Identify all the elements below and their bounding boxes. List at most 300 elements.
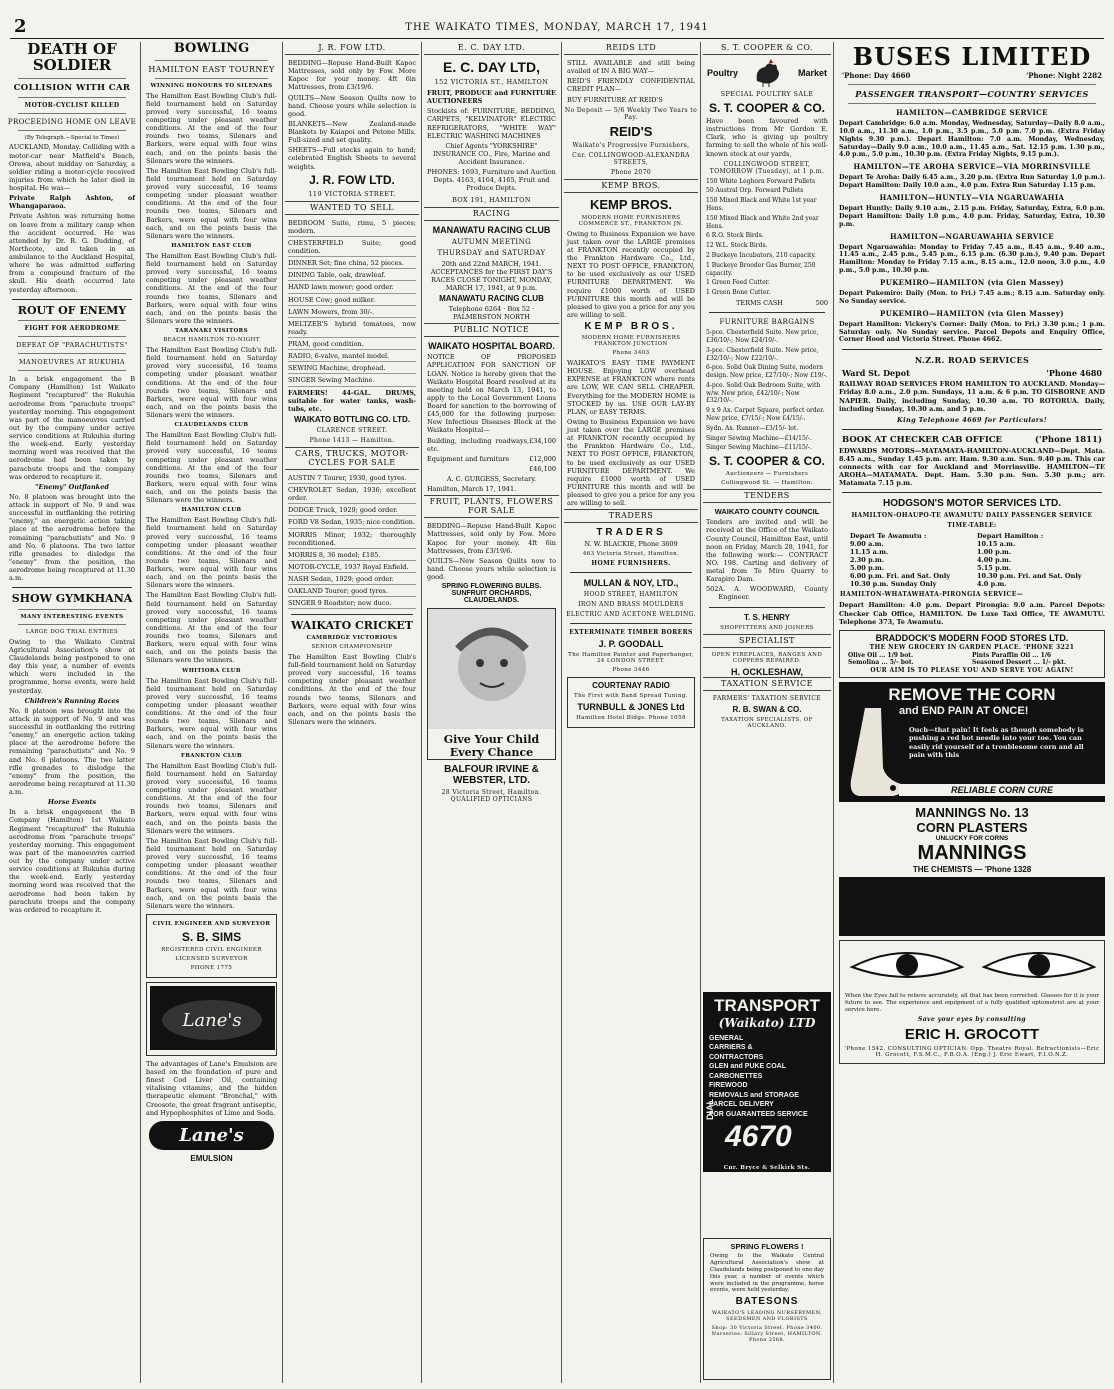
transport-service-item: CONTRACTORS <box>709 1053 764 1061</box>
checker-row <box>842 435 1102 445</box>
kemp-name: KEMP BROS. <box>589 196 673 212</box>
hospital-total: £46,100 <box>529 464 556 473</box>
ad-blankets: BLANKETS—New Zealand-made Blankets by Kaiapoi and Petone Mills. Full-sized and set quality. <box>288 119 416 145</box>
hospital-date: Hamilton, March 17, 1941. <box>427 485 517 494</box>
reids-sub: Waikato's Progressive Furnishers, <box>572 141 690 149</box>
column-rule <box>700 42 701 1383</box>
route-name: HAMILTON—NGARUAWAHIA SERVICE <box>889 231 1055 241</box>
car-listing: SINGER 9 Roadster; new duco. <box>288 599 416 609</box>
hospital-notice: NOTICE OF PROPOSED APPLICATION FOR SANCTION OF LOAN. Notice is hereby given that the Waikato Hospital Board resolved at its meeting held on March 13, 1941, to apply to the Local Government Loans Board for sanction to the borrowing of £45,000 for the following purpose: New Infectious Diseases Block at the Waikato Hospital— <box>427 353 556 435</box>
bargains-list <box>703 329 831 452</box>
home-furnishers: HOME FURNISHERS. <box>591 560 671 568</box>
cooper-sub-2: Auctioneers — Furnishers <box>725 471 809 478</box>
bargain-item: Sydn. Ax. Runner—£3/15/- lot. <box>706 424 799 432</box>
exterminate: EXTERMINATE TIMBER BORERS <box>569 629 693 637</box>
sunfruit-orchards: SUNFRUIT ORCHARDS, CLAUDELANDS. <box>451 590 532 605</box>
corn-text: Ouch—that pain! It feels as though somebody is pushing a red hot needle into your toe. You can easily rid yourself of a troublesome corn and all pain with this <box>909 725 1084 760</box>
byline: (By Telegraph.—Special to Times) <box>24 134 120 141</box>
classified-item: DINNER Set; fine china, 52 pieces. <box>288 259 416 269</box>
classified-item: CHESTERFIELD Suite; good condition. <box>288 239 416 257</box>
cooper-name-2: S. T. COOPER & CO. <box>708 454 825 469</box>
subhead: FIGHT FOR AERODROME <box>24 325 120 333</box>
braddock-sub: THE NEW GROCERY IN GARDEN PLACE. 'PHONE 3221 <box>869 643 1075 651</box>
terms-code: 500 <box>815 298 828 307</box>
section-header: RACING <box>424 207 559 221</box>
article-body: The Hamilton East Bowling Club's full-field tournament held on Saturday proved very successful, 16 teams competing under pleasant weather conditions. At the end of the four rounds two teams, Silenars and Barkers, were equal with four wins each, and on the points basis the Silenars were the winners. <box>146 346 277 420</box>
corn-reliable: RELIABLE CORN CURE <box>899 784 1105 796</box>
ward-row <box>842 368 1102 378</box>
transport-service-item: FIREWOOD <box>709 1082 748 1090</box>
ad-line: REGISTERED CIVIL ENGINEER <box>161 946 262 953</box>
timetable-time: 10.15 a.m. <box>977 540 1016 549</box>
fow-name: J. R. FOW LTD. <box>309 172 395 187</box>
stock-item: 2 Buckeye Incubators, 210 capacity. <box>706 252 816 259</box>
stock-item: 150 Mixed Black and White 1st year Hens. <box>706 197 817 213</box>
column-rule <box>561 42 562 1383</box>
batesons-name: BATESONS <box>735 1296 799 1308</box>
ad-courtenay <box>567 677 695 728</box>
hospital-items <box>424 437 559 463</box>
ad-line: LICENSED SURVEYOR <box>175 955 248 962</box>
eyes-illustration <box>842 943 1104 987</box>
classified-item: HOUSE Cow; good milker. <box>288 296 416 306</box>
article-body: The Hamilton East Bowling Club's full-field tournament held on Saturday proved very successful, 16 teams competing under pleasant weather conditions. At the end of the four rounds two teams, Silenars and Barkers, were equal with four wins each, and on the points basis the Silenars were the winners. <box>146 166 277 240</box>
checker-cab: BOOK AT CHECKER CAB OFFICE <box>842 434 1003 445</box>
section-header: J. R. FOW LTD. <box>285 42 419 55</box>
braddock-item: Pints Paraffin Oil ... 1/6 <box>972 651 1052 659</box>
car-listing: MORRIS 8, 36 model; £185. <box>288 551 416 561</box>
timetable-time: 2.30 p.m. <box>850 556 885 565</box>
subhead: TARANAKI VISITORS <box>174 328 249 335</box>
section-header: TRADERS <box>564 509 698 523</box>
subhead: HAMILTON CLUB <box>181 507 242 514</box>
ad-transport-waikato <box>703 992 831 1172</box>
route-name: HAMILTON—CAMBRIDGE SERVICE <box>896 108 1048 117</box>
reids-addr: Cnr. COLLINGWOOD-ALEXANDRA STREETS, <box>572 151 690 166</box>
bottling-phone: Phone 1413 — Hamilton. <box>309 436 395 444</box>
masthead-title: THE WAIKATO TIMES, MONDAY, MARCH 17, 1941 <box>405 22 709 33</box>
pirongia-heading: HAMILTON-WHATAWHATA-PIRONGIA SERVICE— <box>840 591 1024 599</box>
route-times: Depart Hamilton: Vickery's Corner: Daily (Mon. to Fri.) 3.30 p.m.; 1 p.m. Saturday only. No Sunday service. Parcel Depots and Enquiry Office, Corner Hood and Victoria Street. Phone 4662. <box>839 320 1105 344</box>
phone-day: 'Phone: Day 4660 <box>842 71 911 80</box>
column-bowling <box>143 42 280 1383</box>
subhead: HAMILTON EAST TOURNEY <box>148 64 275 74</box>
ecday-name: E. C. DAY LTD, <box>443 59 540 75</box>
poultry-header <box>707 59 827 87</box>
route-times: Depart Te Aroha: Daily 6.45 a.m., 3.20 p.m. (Extra Run Saturday 1.0 p.m.). Depart Hamilton: Daily 10.0 a.m., 4.0 p.m. Extra Run Saturday 1.15 p.m. <box>839 174 1105 190</box>
braddock-items <box>848 652 1096 666</box>
stock-item: 1 Buckeye Brooder Gas Burner, 250 capacity. <box>706 261 816 277</box>
column-cooper <box>703 42 831 989</box>
rooster-icon <box>751 59 785 87</box>
article-body: The Hamilton East Bowling Club's full-field tournament held on Saturday proved very successful, 16 teams competing under pleasant weather conditions. At the end of the four rounds two teams, Silenars and Barkers, were equal with four wins each, and on the points basis the Silenars were the winners. <box>146 251 277 325</box>
ecday-box: BOX 191, HAMILTON <box>452 195 531 204</box>
lanes-logo: Lane's <box>149 1121 274 1150</box>
cars-list <box>285 474 419 610</box>
kemp-body-2: WAIKATO'S EASY TIME PAYMENT HOUSE. Enjoying LOW overhead EXPENSE at FRANKTON where rents are LOW, WE CAN SELL CHEAPER. Everything for the MODERN HOME is STOCKED by us. USE OUR LAY-BY PLAN, or EASY TERMS. <box>567 359 695 416</box>
column-reids-kemp <box>564 42 698 1383</box>
give-child-heading: Give Your Child Every Chance <box>443 733 540 760</box>
bargain-item: 3-pce. Chesterfield Suite. New price, £32/10/-; Now £22/10/-. <box>706 346 819 362</box>
racing-dates: THURSDAY and SATURDAY <box>437 248 546 257</box>
edwards-text: EDWARDS MOTORS—MATAMATA-HAMILTON-AUCKLAND—Dept. Mata. 8.45 a.m., Sunday 1.45 p.m. arr. Ham. 9.30 a.m. Sun. 9.40 p.m. This car connects with car for Auckland and Morrinsville. HAMILTON—TE AROHA—MATAMATA. Dept. Ham. 5.30 p.m. Sun. 5.30 p.m.; arr. Matamata 7.15 p.m. <box>839 446 1105 488</box>
ecday-address: 152 VICTORIA ST., HAMILTON <box>434 78 549 86</box>
timetable <box>850 532 1094 588</box>
ecday-stockists: Stockists of: FURNITURE, BEDDING, CARPETS, "KELVINATOR" ELECTRIC REFRIGERATORS, "WHITE WAY" ELECTRIC WASHING MACHINES <box>427 107 556 140</box>
crosshead: Horse Events <box>47 798 97 807</box>
article-body: The Hamilton East Bowling Club's full-field tournament held on Saturday proved very successful, 16 teams competing under pleasant weather conditions. At the end of the four rounds two teams, Silenars and Barkers, were equal with four wins each, and on the points basis the Silenars were the winners. <box>146 836 277 910</box>
blackie <box>567 540 695 548</box>
masthead-rule <box>10 38 1104 39</box>
column-buses <box>836 42 1108 1383</box>
racing-club-2: MANAWATU RACING CLUB <box>439 294 544 303</box>
braddock-tagline: OUR AIM IS TO PLEASE YOU AND SERVE YOU AGAIN! <box>870 666 1074 674</box>
timetable-left-heading: Depart Te Awamutu : <box>850 532 927 541</box>
stock-item: 12 W.L. Stock Birds. <box>706 242 768 250</box>
mannings-panel <box>839 802 1105 877</box>
braddock-name: BRADDOCK'S MODERN FOOD STORES LTD. <box>875 632 1069 643</box>
kemp-phone: Phone 3403 <box>612 350 650 356</box>
headline-bowling: BOWLING <box>173 42 250 56</box>
racing-phone: Telephone 6264 · Box 52 · PALMERSTON NORTH <box>448 305 535 322</box>
phone-night: 'Phone: Night 2282 <box>1026 71 1102 80</box>
blackie-phone: Phone 3609 <box>638 540 678 549</box>
timetable-right <box>977 532 1094 588</box>
transport-services <box>709 1034 825 1119</box>
classified-item: BEDROOM Suite, rimu, 5 pieces; modern. <box>288 219 416 237</box>
foot-illustration <box>845 708 905 798</box>
henry-sub: SHOPFITTERS AND JOINERS <box>720 624 814 631</box>
county-code: 502 <box>706 585 719 594</box>
classified-item: SEWING Machine, drophead. <box>288 364 416 374</box>
subhead: MOTOR-CYCLIST KILLED <box>24 101 120 109</box>
article-body: The Hamilton East Bowling Club's full-field tournament held on Saturday proved very successful, 16 teams competing under pleasant weather conditions. At the end of the four rounds two teams, Silenars and Barkers, were equal with four wins each, and on the points basis the Silenars were the winners. <box>146 516 277 590</box>
column-ec-day <box>424 42 559 1383</box>
article-body: Private Ashton was returning home on leave from a military camp when the accident occurred. He was attended by Dr. R. G. Dudding, of Northcote, and taken in an ambulance to the Auckland Hospital, where he was admitted suffering from a compound fracture of the skull. His death occurred late yesterday afternoon. <box>9 212 135 294</box>
headline-show-gymkhana: SHOW GYMKHANA <box>11 592 133 606</box>
subhead: FRANKTON CLUB <box>181 752 242 759</box>
kemp-body: Owing to Business Expansion we have just taken over the LARGE premises at FRANKTON recently occupied by the Frankton Hardware Co., Ltd., NEXT TO POST OFFICE, FRANKTON, to be used exclusively as our USED FURNITURE DEPARTMENT. We require £1000 worth of USED FURNITURE this month and will be pleased to give you a price for any you are willing to sell. <box>567 229 695 319</box>
ad-sheets: SHEETS—Full stocks again to hand; celebrated English Sheets to several weights. <box>288 146 416 171</box>
blackie-name: N. W. BLACKIE, <box>584 540 637 549</box>
classified-item: PRAM, good condition. <box>288 340 416 350</box>
section-header: KEMP BROS. <box>564 179 698 193</box>
section-header: WANTED TO SELL <box>285 201 419 215</box>
route-name: HAMILTON—HUNTLY—VIA NGARUAWAHIA <box>879 193 1065 203</box>
ad-heading: CIVIL ENGINEER AND SURVEYOR <box>152 920 271 927</box>
mannings-no: MANNINGS No. 13 <box>915 804 1029 820</box>
transport-service-item: GLEN and PUKE COAL <box>709 1063 787 1071</box>
racing-autumn: AUTUMN MEETING <box>451 237 532 246</box>
subhead: WINNING HONOURS TO SILENARS <box>150 82 273 89</box>
bargain-item: Singer Sewing Machine—£11/15/-. <box>706 444 812 452</box>
hospital-item <box>427 455 556 463</box>
wanted-list <box>285 219 419 387</box>
article-body: The Hamilton East Bowling Club's full-field tournament held on Saturday proved very successful, 16 teams competing under pleasant weather conditions. At the end of the four rounds two teams, Silenars and Barkers, were equal with four wins each, and on the points basis the Silenars were the winners. <box>288 652 416 726</box>
bottling-name: WAIKATO BOTTLING CO. LTD. <box>294 414 410 424</box>
market-word: Market <box>797 68 827 78</box>
transport-title: TRANSPORT <box>714 996 820 1015</box>
buses-title: BUSES LIMITED <box>852 42 1092 71</box>
article-body: In a brisk engagement the B Company (Hamilton) 1st Waikato Regiment "recaptured" the Rukuhia aerodrome from "parachute troops" yesterday morning. This engagement was part of the manoeuvres carried out by the company under active service conditions at Rukuhia during the week-end. Early yesterday morning word was received that the aerodrome had been taken by parachute troops and the company was ordered to recapture it. <box>9 375 135 481</box>
subhead: WHITIORA CLUB <box>182 667 241 674</box>
timetable-time: 10.30 p.m. Fri. and Sat. Only <box>977 572 1082 581</box>
crosshead: Children's Running Races <box>24 696 120 705</box>
mullan-sub2: ELECTRIC AND ACETONE WELDING. <box>566 611 696 619</box>
stock-item: 1 Green Feed Cutter. <box>706 279 770 287</box>
article-lead: AUCKLAND, Monday. Colliding with a motor-car near Matfield's Beach, Orewa, about midday on Saturday, a soldier riding a motor-cycle received injuries from which he later died in hospital. He was— <box>9 143 135 192</box>
column-rule <box>282 42 283 1383</box>
timetable-time: 6.00 p.m. Fri. and Sat. Only <box>850 572 951 581</box>
route-name: PUKEMIRO—HAMILTON (via Glen Massey) <box>880 308 1064 318</box>
article-body: No. 8 platoon was brought into the attack in support of No. 9 and was successful in outflanking the retiring "enemy," an energetic action taking place at the aerodrome before the remaining "parachutists" and No. 9 and No. 6 platoons. The two latter rifle grenades to dislodge the "enemy" from the position, the aerodrome being recaptured at 11.30 a.m. <box>9 492 135 583</box>
timetable-left <box>850 532 967 588</box>
courtenay-name: COURTENAY RADIO <box>592 681 670 691</box>
subhead: SENIOR CHAMPIONSHIP <box>311 643 393 650</box>
hodgson-sub: HAMILTON-OHAUPO-TE AWAMUTU DAILY PASSENGER SERVICE <box>851 512 1093 520</box>
goodall-sub: The Hamilton Painter and Paperhanger, 24 LONDON STREET. <box>568 652 694 665</box>
spring-text: Owing to the Waikato Central Agricultural Association's show at Claudelands being postponed to one day this year, a number of events which were included in the programme, horse events, were held yesterday. <box>710 1253 824 1294</box>
car-listing: MORRIS Minor, 1932; thoroughly reconditioned. <box>288 531 416 549</box>
hospital-item-value: £34,100 <box>529 436 556 445</box>
balfour-name: BALFOUR IRVINE & WEBSTER, LTD. <box>444 764 539 787</box>
traders-name: TRADERS <box>596 527 666 539</box>
subhead: CAMBRIDGE VICTORIOUS <box>306 634 398 641</box>
timetable-time: 10.30 p.m. Sunday Only <box>850 580 937 589</box>
ad-name: S. B. SIMS <box>181 929 242 944</box>
county-body: Tenders are invited and will be received at the Office of the Waikato County Council, Hamilton East, until noon on Friday, March 28, 1941, for the following work:— CONTRACT NO. 198. Carting and delivery of metal from Te Miro Quarry to Karapiro Dam. <box>706 518 828 584</box>
county-council: WAIKATO COUNTY COUNCIL <box>714 507 820 517</box>
bottling-address: CLARENCE STREET. <box>316 426 388 434</box>
save-eyes: Save your eyes by consulting <box>918 1016 1026 1024</box>
section-header: SPECIALIST <box>703 634 831 648</box>
hodgson-name: HODGSON'S MOTOR SERVICES LTD. <box>883 498 1061 510</box>
subhead: LARGE DOG TRIAL ENTRIES <box>25 628 119 635</box>
transport-service-item: CARBONETTES <box>709 1072 763 1080</box>
subhead: MANOEUVRES AT RUKUHIA <box>19 358 125 367</box>
reids-buy: BUY FURNITURE AT REID'S <box>567 95 663 104</box>
ecday-agents: Chief Agents "YORKSHIRE" INSURANCE CO., Fire, Marine and Accident Insurance. <box>432 141 551 166</box>
subhead: MANY INTERESTING EVENTS <box>20 613 124 620</box>
article-name: Private Ralph Ashton, of Whangaparaoa. <box>9 194 135 211</box>
courtenay-sub: The First with Band Spread Tuning. <box>574 693 688 700</box>
ad-grocott <box>839 940 1105 1065</box>
timetable-right-list <box>977 540 1094 588</box>
special-sale: SPECIAL POULTRY SALE <box>720 90 814 98</box>
poultry-word: Poultry <box>707 68 739 78</box>
furniture-bargains: FURNITURE BARGAINS <box>719 318 815 327</box>
timetable-time: 5.15 p.m. <box>977 564 1012 573</box>
ward-depot: Ward St. Depot <box>842 368 910 379</box>
car-listing: CHEVROLET Sedan, 1936; excellent order. <box>288 486 416 504</box>
nzr-telephone: King Telephone 4669 for Particulars! <box>897 415 1047 424</box>
subhead: COLLISION WITH CAR <box>13 82 131 93</box>
eyes-text: When the Eyes fail to relieve accurately, all that has been corrected. Glasses for it is your future to see. The experience and equipment of a fully qualified optometrist are at your service here. <box>845 992 1099 1013</box>
stock-item: 1 Green Bone Cutter. <box>706 289 771 297</box>
fow-address: 119 VICTORIA STREET. <box>308 189 396 198</box>
timetable-time: 4.0 p.m. <box>977 580 1007 589</box>
checker-phone: ('Phone 1811) <box>1034 434 1102 445</box>
mullan-sub: IRON AND BRASS MOULDERS <box>578 601 684 609</box>
hospital-board: WAIKATO HOSPITAL BOARD. <box>428 341 555 352</box>
column-rule <box>140 42 141 1383</box>
bargain-item: Singer Sewing Machine—£14/15/-. <box>706 434 812 442</box>
ockleshaw-sub: OPEN FIREPLACES, RANGES AND COPPERS REPAIRED. <box>711 651 823 664</box>
route-name: HAMILTON—TE AROHA SERVICE—VIA MORRINSVILLE <box>853 162 1091 172</box>
dial-label: DIAL <box>705 1099 715 1120</box>
cooper-body: Have been favoured with instructions from Mr Gordon E. Clark, who is giving up poultry farming to sell the whole of his well-known stock at our yards, <box>706 117 828 158</box>
hospital-item-value: £12,000 <box>529 454 556 463</box>
section-header: TAXATION SERVICE <box>703 677 831 691</box>
route-times: Depart Pukemiro: Daily (Mon. to Fri.) 7.45 a.m.; 8.15 a.m. Saturday only. No Sunday service. <box>839 290 1105 305</box>
county-engineer-row <box>706 585 828 601</box>
reids-phone: Phone 2070 <box>610 168 652 176</box>
page-number: 2 <box>14 16 27 37</box>
swan-name: R. B. SWAN & CO. <box>732 704 802 714</box>
lanes-ad-text: The advantages of Lane's Emulsion are based on the foundation of pure and finest Cod Liver Oil, containing vitalising vitamins, and the hidden therapeutic element "Bronchal," with Creosote, the great fragrant antiseptic, and Hypophosphites of Lime and Soda. <box>146 1059 277 1117</box>
blackie-addr: 463 Victoria Street, Hamilton. <box>582 551 680 558</box>
reids-still: STILL AVAILABLE and still being availed of IN A BIG WAY— <box>567 59 695 76</box>
subhead: CLAUDELANDS CLUB <box>174 422 249 429</box>
article-body: In a brisk engagement the B Company (Hamilton) 1st Waikato Regiment "recaptured" the Rukuhia aerodrome from "parachute troops" yesterday morning. This engagement was part of the manoeuvres carried out by the company under active service conditions at Rukuhia during the week-end. Early yesterday morning word was received that the aerodrome had been taken by parachute troops and the company was ordered to recapture it. <box>9 808 135 914</box>
article-body: The Hamilton East Bowling Club's full-field tournament held on Saturday proved very successful, 16 teams competing under pleasant weather conditions. At the end of the four rounds two teams, Silenars and Barkers, were equal with four wins each, and on the points basis the Silenars were the winners. <box>146 761 277 835</box>
corn-plasters: CORN PLASTERS <box>916 819 1028 835</box>
route-times: Depart Huntly: Daily 9.10 a.m., 2.15 p.m. Friday, Saturday, Extra, 6.0 p.m. Depart Hamilton: Daily 1.0 p.m., 4.0 p.m. Friday, Saturday, Extra, 10.30 p.m. <box>839 205 1105 228</box>
nzr-text: RAILWAY ROAD SERVICES FROM HAMILTON TO AUCKLAND. Monday—Friday 8.0 a.m., 2.0 p.m. Sundays, 11 a.m. & 6 p.m. TO GISBORNE AND NAPIER. Daily, including Sunday, 10.30 a.m. TO ROTORUA. Daily, including Sunday, 10.30 a.m. and 5 p.m. <box>839 380 1105 413</box>
timetable-left-list <box>850 540 967 588</box>
transport-service-item: REMOVALS and STORAGE <box>709 1091 799 1099</box>
spring-bulbs: SPRING FLOWERING BULBS. <box>441 583 542 591</box>
classified-item: SINGER Sewing Machine. <box>288 376 416 386</box>
article-body: The Hamilton East Bowling Club's full-field tournament held on Saturday proved very successful, 16 teams competing under pleasant weather conditions. At the end of the four rounds two teams, Silenars and Barkers, were equal with four wins each, and on the points basis the Silenars were the winners. <box>146 591 277 665</box>
crosshead: "Enemy" Outflanked <box>35 482 109 491</box>
section-header: TENDERS <box>703 489 831 503</box>
transport-service-item: FOR GUARANTEED SERVICE <box>709 1110 808 1118</box>
ad-bedding: BEDDING—Repuse Hand-Built Kapoc Mattresses, sold only by Fow. More Kapoc for your money. 4ft 6in Mattresses, from £3/19/6. <box>288 59 416 92</box>
batesons-shop: Shop: 30 Victoria Street. Phone 3400. Nurseries: Sillary Street, HAMILTON. Phone 2568. <box>711 1325 823 1344</box>
hodgson-timetable: TIME-TABLE: <box>947 522 997 530</box>
timetable-time: 9.00 a.m. <box>850 540 884 549</box>
terms-row <box>706 299 828 307</box>
farmers-taxation: FARMERS' TAXATION SERVICE <box>712 694 822 702</box>
corn-subtitle: and END PAIN AT ONCE! <box>899 704 1029 717</box>
subhead: PROCEEDING HOME ON LEAVE <box>7 117 137 126</box>
classified-item: DINING Table, oak, drawleaf. <box>288 271 416 281</box>
car-listing: NASH Sedan, 1929; good order. <box>288 575 416 585</box>
county-engineer: A. A. WOODWARD, County Engineer. <box>718 585 828 602</box>
racing-detail: 20th and 22nd MARCH, 1941. ACCEPTANCES for the FIRST DAY'S RACES CLOSE TONIGHT, MONDAY, MARCH 17, 1941, at 9 p.m. <box>430 259 553 292</box>
nzr-header: N.Z.R. ROAD SERVICES <box>914 355 1030 366</box>
terms-cash: TERMS CASH <box>736 298 783 307</box>
henry-name: T. S. HENRY <box>744 612 790 622</box>
ockleshaw-name: H. OCKLESHAW, <box>730 666 803 677</box>
ad-quilts: QUILTS—New Season Quilts now to hand. Choose yours while selection is good. <box>288 93 416 118</box>
batesons-sub: WAIKATO'S LEADING NURSERYMEN, SEEDSMEN AND FLORISTS <box>711 1310 823 1323</box>
classified: QUILTS—New Season Quilts now to hand. Choose yours while selection is good. <box>427 556 556 581</box>
hospital-item-label: Equipment and furniture <box>427 454 510 463</box>
classified-item: MELTZER'S hybrid tomatoes, now ready. <box>288 320 416 338</box>
reids-plan: REID'S FRIENDLY CONFIDENTIAL CREDIT PLAN— <box>567 77 695 94</box>
section-header: FRUIT, PLANTS, FLOWERS FOR SALE <box>424 495 559 518</box>
transport-subtitle: (Waikato) LTD <box>718 1016 816 1030</box>
article-body: No. 8 platoon was brought into the attack in support of No. 9 and was successful in outflanking the retiring "enemy," an energetic action taking place at the aerodrome before the remaining "parachutists" and No. 9 and No. 6 platoons. The two latter rifle grenades to dislodge the "enemy" from the position, the aerodrome being recaptured at 11.30 a.m. <box>9 706 135 797</box>
timetable-time: 1.00 p.m. <box>977 548 1012 557</box>
ward-phone: 'Phone 4680 <box>1046 368 1102 379</box>
article-body: The Hamilton East Bowling Club's full-field tournament held on Saturday proved very successful, 16 teams competing under pleasant weather conditions. At the end of the four rounds two teams, Silenars and Barkers, were equal with four wins each, and on the points basis the Silenars were the winners. <box>146 91 277 165</box>
mannings-name: MANNINGS <box>917 841 1027 864</box>
kemp-sub: MODERN HOME FURNISHERS COMMERCE ST., FRANKTON JN. <box>578 214 684 227</box>
column-rule <box>833 42 834 1383</box>
ad-give-child <box>427 608 556 760</box>
section-header: E. C. DAY LTD. <box>424 42 559 55</box>
column-news-1 <box>6 42 138 1383</box>
article-body: The Hamilton East Bowling Club's full-field tournament held on Saturday proved very successful, 16 teams competing under pleasant weather conditions. At the end of the four rounds two teams, Silenars and Barkers, were equal with four wins each, and on the points basis the Silenars were the winners. <box>146 676 277 750</box>
car-listing: MOTOR-CYCLE, 1937 Royal Enfield. <box>288 563 416 573</box>
section-header: PUBLIC NOTICE <box>424 323 559 337</box>
cooper-addr-2: Collingwood St. — Hamilton. <box>721 480 813 487</box>
headline-death-of-soldier: DEATH OF SOLDIER <box>27 42 117 74</box>
timetable-right-heading: Depart Hamilton : <box>977 532 1044 541</box>
bargain-item: 5-pce. Chesterfield Suite. New price, £36/10/-; Now £24/10/-. <box>706 329 819 344</box>
ecday-phones: PHONES: 1693, Furniture and Auction Depts. 4163, 4164, 4165, Fruit and Produce Depts. <box>427 168 556 193</box>
ad-phone: PHONE 1775 <box>190 964 233 971</box>
bus-routes <box>836 108 1108 344</box>
cooper-name: S. T. COOPER & CO. <box>708 101 825 115</box>
subhead: HAMILTON EAST CLUB <box>171 242 252 249</box>
lanes-bottle-illustration <box>150 986 275 1050</box>
grocott-name: ERIC H. GROCOTT <box>904 1026 1040 1044</box>
lanes-emulsion-label: EMULSION <box>190 1153 233 1163</box>
reids-name: REID'S <box>609 123 653 139</box>
transport-service-item: GENERAL <box>709 1035 744 1042</box>
transport-address: Cnr. Bryce & Selkirk Sts. <box>723 1165 811 1171</box>
cooper-venue: COLLINGWOOD STREET, TOMORROW (Tuesday), at 1 p.m. <box>709 160 825 175</box>
braddock-item: Semolina ... 5/- bot. <box>848 658 914 666</box>
hospital-item <box>427 437 556 453</box>
racing-club: MANAWATU RACING CLUB <box>432 224 551 235</box>
car-listing: FORD V8 Sedan, 1935; nice condition. <box>288 518 416 528</box>
route-times: Depart Ngaruawahia: Monday to Friday 7.45 a.m., 8.45 a.m., 9.40 a.m., 11.45 a.m., 2.45 p.m., 5.45 p.m., 6.15 p.m. (6.30 p.m.), 9.40 p.m. Depart Hamilton: Monday to Friday 7.15 a.m., 8.15 a.m., 12.0 noon, 3.0 p.m., 4.0 p.m., 5.0 p.m., 10.30 p.m. <box>839 243 1105 275</box>
stock-item: 150 White Leghorn Forward Pullets <box>706 177 816 185</box>
classified-item: RADIO, 6-valve, mantel model. <box>288 352 416 362</box>
section-header: REIDS LTD <box>564 42 698 55</box>
ecday-fruit: FRUIT, PRODUCE and FURNITURE AUCTIONEERS <box>427 89 556 106</box>
swan-sub: TAXATION SPECIALISTS, OF AUCKLAND. <box>721 716 813 729</box>
ad-civil-engineer <box>146 914 277 978</box>
goodall-phone: Phone 3446 <box>612 667 650 674</box>
goodall-name: J. P. GOODALL <box>598 639 664 650</box>
transport-service-item: CARRIERS & <box>709 1044 753 1052</box>
balfour-sub: 28 Victoria Street, Hamilton. QUALIFIED OPTICIANS <box>441 789 542 804</box>
farmers-ad: FARMERS! 44-GAL. DRUMS, suitable for water tanks, wash-tubs, etc. <box>288 388 416 413</box>
stock-list <box>703 178 831 297</box>
stock-item: 50 Austral Orp. Forward Pullets <box>706 187 804 195</box>
column-classifieds-fow <box>285 42 419 1383</box>
bargain-item: 6-pce. Solid Oak Dining Suite, modern design. New price, £27/10/-; Now £19/-. <box>706 364 828 380</box>
grocott-sub: 'Phone 1542. CONSULTING OPTICIAN. Opp. Theatre Royal. Refractionists—Eric H. Grocott, F.S.M.C., F.B.O.A. (Eng.) J. Eric Ewart, F.I.O.N.Z. <box>844 1046 1100 1059</box>
car-listing: AUSTIN 7 Tourer, 1930, good tyres. <box>288 474 416 484</box>
turnbull-sub: Hamilton Hotel Bldgs. Phone 1058 <box>576 715 686 722</box>
stock-item: 6 R.O. Stock Birds. <box>706 232 764 240</box>
article-body: The Hamilton East Bowling Club's full-field tournament held on Saturday proved very successful, 16 teams competing under pleasant weather conditions. At the end of the four rounds two teams, Silenars and Barkers, were equal with four wins each, and on the points basis the Silenars were the winners. <box>146 431 277 505</box>
subhead: DEFEAT OF "PARACHUTISTS" <box>16 341 128 350</box>
mullan-addr: HOOD STREET, HAMILTON <box>583 591 679 599</box>
kemp-sub-2: MODERN HOME FURNISHERS FRANKTON JUNCTION <box>581 335 681 347</box>
dial-number: 4670 <box>725 1120 792 1153</box>
kemp-body-3: Owing to Business Expansion we have just taken over the LARGE premises at FRANKTON recently occupied by the Frankton Hardware Co., Ltd., NEXT TO POST OFFICE, FRANKTON, to be used exclusively as our USED FURNITURE DEPARTMENT. We require £1000 worth of USED FURNITURE this month and will be pleased to give you a price for any you are willing to sell. <box>567 417 695 508</box>
article-body: Owing to the Waikato Central Agricultural Association's show at Claudelands being postponed to one day this year, a number of events which were included in the programme, horse events, were held yesterday. <box>9 637 135 695</box>
section-header: S. T. COOPER & CO. <box>703 42 831 55</box>
